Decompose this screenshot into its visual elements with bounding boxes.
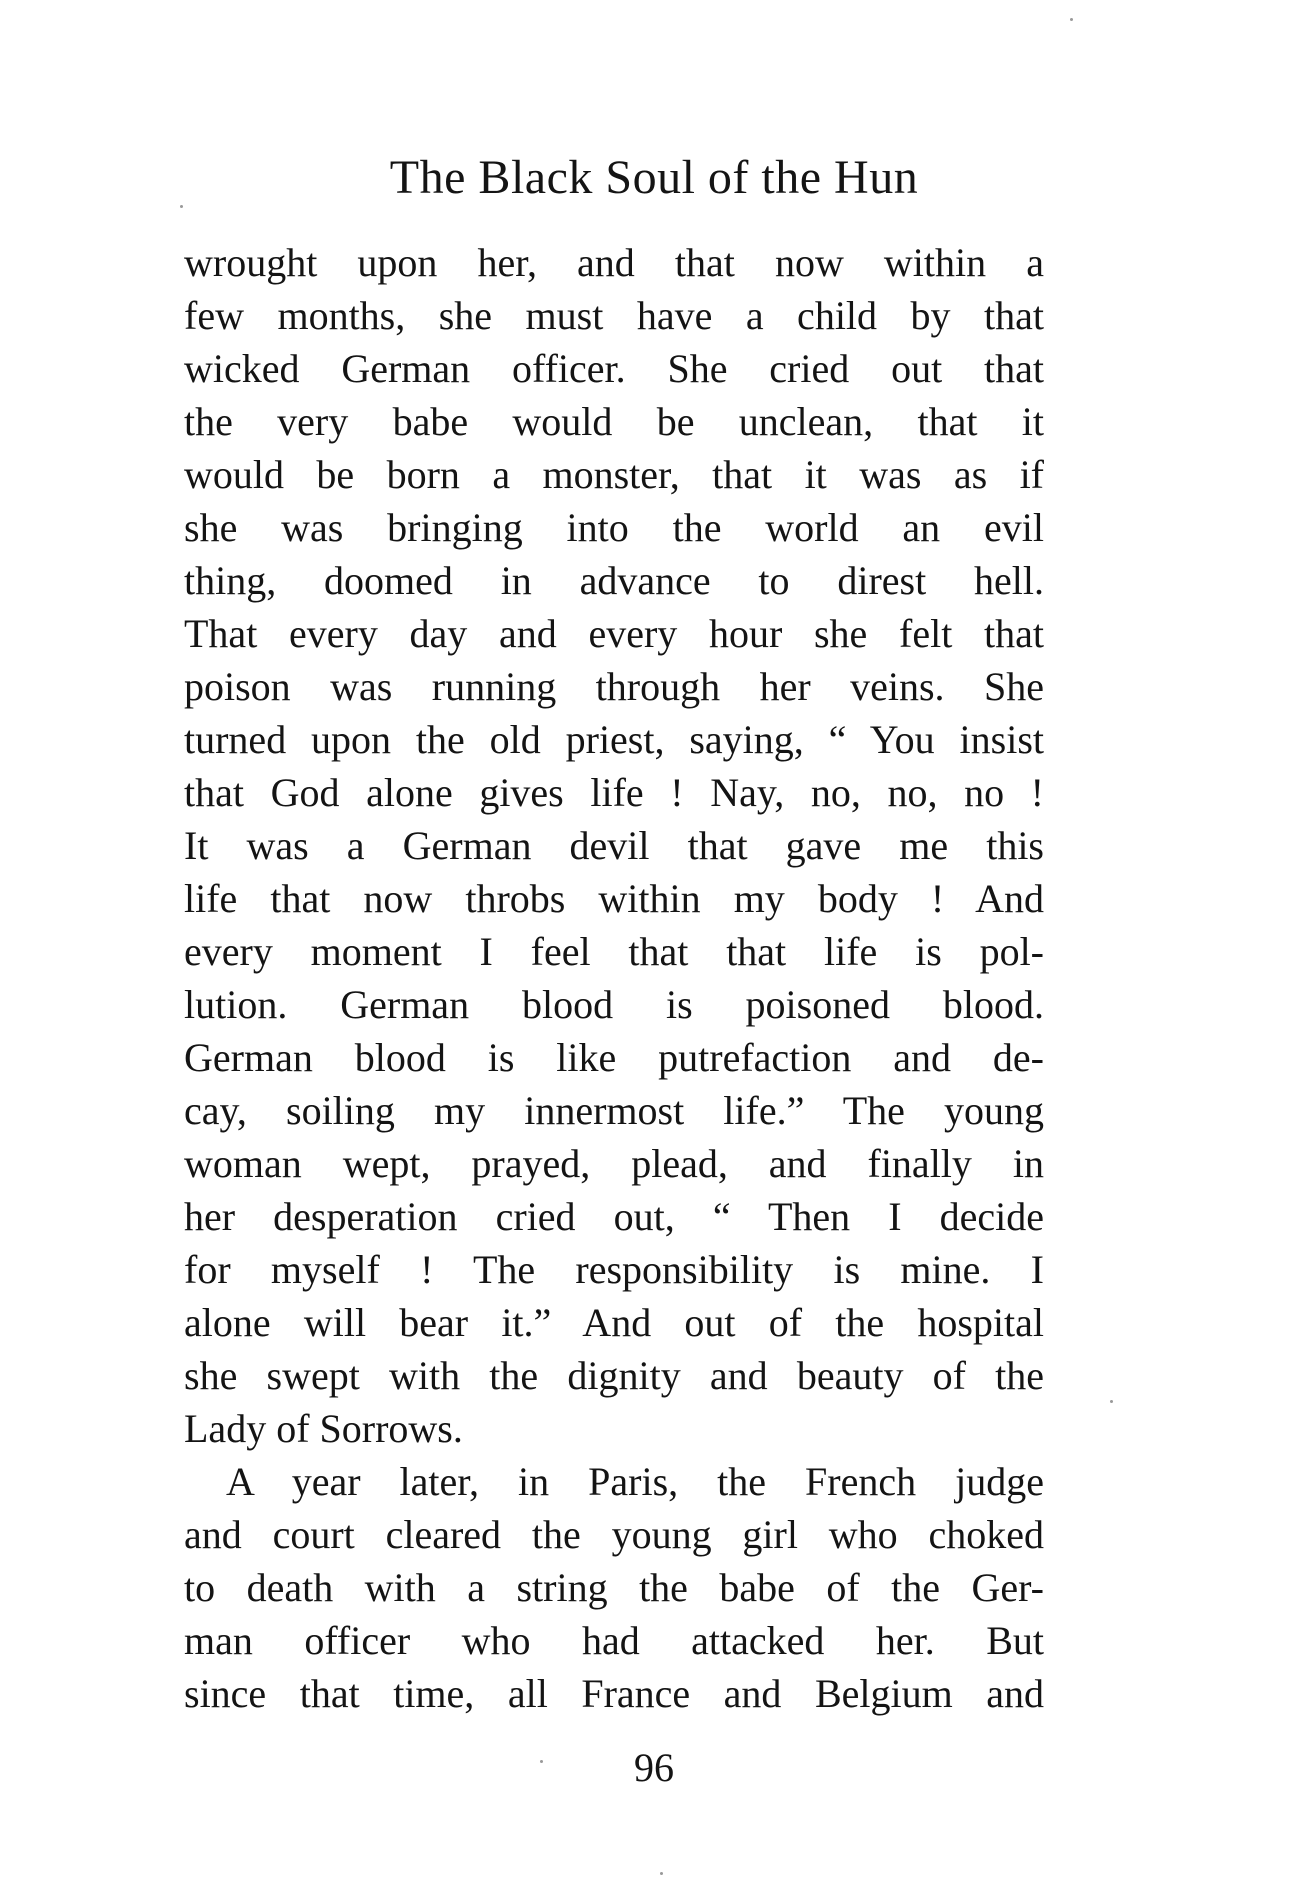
paper-speck	[540, 1760, 543, 1763]
text-line: man officer who had attacked her. But	[184, 1618, 1044, 1663]
text-line: thing, doomed in advance to direst hell.	[184, 558, 1044, 603]
paper-speck	[1110, 1400, 1113, 1403]
text-line: alone will bear it.” And out of the hospital	[184, 1300, 1044, 1345]
text-line: lution. German blood is poisoned blood.	[184, 982, 1044, 1027]
text-line: That every day and every hour she felt that	[184, 611, 1044, 656]
text-line: German blood is like putrefaction and de-	[184, 1035, 1044, 1080]
running-head: The Black Soul of the Hun	[389, 151, 919, 204]
text-line: to death with a string the babe of the Ger-	[184, 1565, 1044, 1610]
text-line: wrought upon her, and that now within a	[184, 240, 1044, 285]
paper-speck	[1070, 18, 1073, 21]
paragraph-2	[184, 1455, 1044, 1720]
text-line: would be born a monster, that it was as if	[184, 452, 1044, 497]
page-number: 96	[634, 1745, 674, 1790]
text-line: and court cleared the young girl who choked	[184, 1512, 1044, 1557]
text-line: her desperation cried out, “ Then I decide	[184, 1194, 1044, 1239]
text-line: life that now throbs within my body ! And	[184, 876, 1044, 921]
text-line: few months, she must have a child by that	[184, 293, 1044, 338]
paper-speck	[180, 205, 183, 208]
text-line: poison was running through her veins. She	[184, 664, 1044, 709]
text-line: since that time, all France and Belgium and	[184, 1671, 1044, 1716]
text-line: Lady of Sorrows.	[184, 1406, 463, 1451]
text-line: she swept with the dignity and beauty of the	[184, 1353, 1044, 1398]
text-line: the very babe would be unclean, that it	[184, 399, 1044, 444]
text-line: A year later, in Paris, the French judge	[226, 1459, 1044, 1504]
text-line: turned upon the old priest, saying, “ You insist	[184, 717, 1044, 762]
paragraph-1	[184, 236, 1044, 1455]
text-line: for myself ! The responsibility is mine. I	[184, 1247, 1044, 1292]
text-line: that God alone gives life ! Nay, no, no, no !	[184, 770, 1044, 815]
body-text	[184, 236, 1044, 1720]
text-line: woman wept, prayed, plead, and finally in	[184, 1141, 1044, 1186]
text-line: every moment I feel that that life is pol-	[184, 929, 1044, 974]
text-line: It was a German devil that gave me this	[184, 823, 1044, 868]
paper-speck	[660, 1872, 663, 1875]
text-line: wicked German officer. She cried out that	[184, 346, 1044, 391]
text-line: she was bringing into the world an evil	[184, 505, 1044, 550]
text-line: cay, soiling my innermost life.” The young	[184, 1088, 1044, 1133]
